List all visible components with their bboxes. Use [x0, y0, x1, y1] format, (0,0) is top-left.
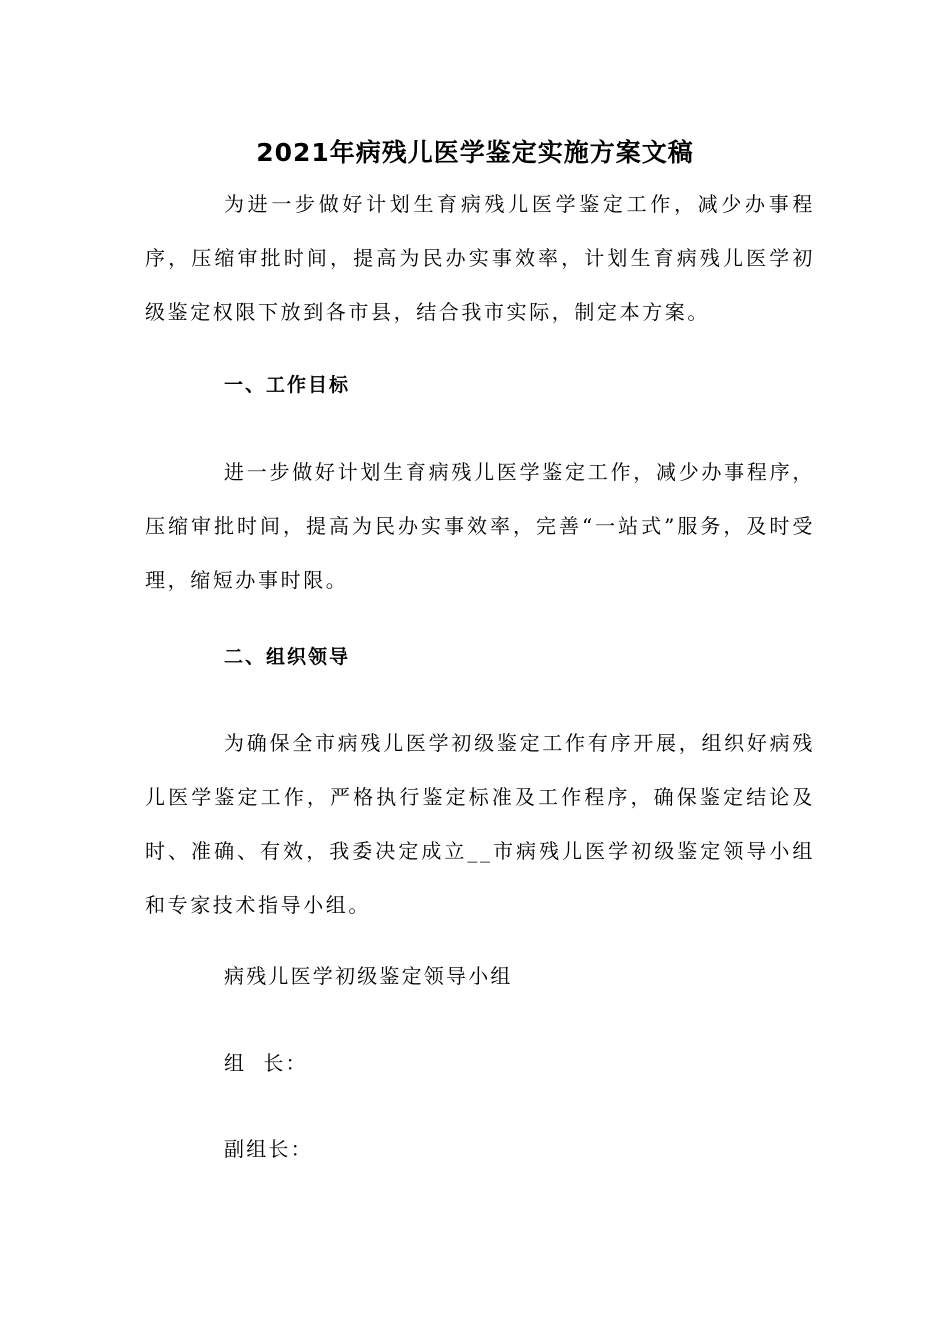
section-heading-leadership: 二、组织领导: [224, 646, 351, 668]
goals-paragraph: 进一步做好计划生育病残儿医学鉴定工作，减少办事程序，压缩审批时间，提高为民办实事效率，完善“一站式”服务，及时受理，缩短办事时限。: [145, 460, 815, 592]
leader-label: 组 长：: [224, 1051, 308, 1075]
leadership-group-title: 病残儿医学初级鉴定领导小组: [224, 964, 513, 988]
deputy-leader-label: 副组长：: [224, 1137, 313, 1161]
section-heading-goals: 一、工作目标: [224, 374, 351, 396]
leadership-paragraph: 为确保全市病残儿医学初级鉴定工作有序开展，组织好病残儿医学鉴定工作，严格执行鉴定标准及工作程序，确保鉴定结论及时、准确、有效，我委决定成立__市病残儿医学初级鉴定领导小组和专家技术指导小组。: [145, 731, 815, 917]
document-title: 2021年病残儿医学鉴定实施方案文稿: [256, 138, 694, 167]
intro-paragraph: 为进一步做好计划生育病残儿医学鉴定工作，减少办事程序，压缩审批时间，提高为民办实事效率，计划生育病残儿医学初级鉴定权限下放到各市县，结合我市实际，制定本方案。: [145, 192, 815, 324]
